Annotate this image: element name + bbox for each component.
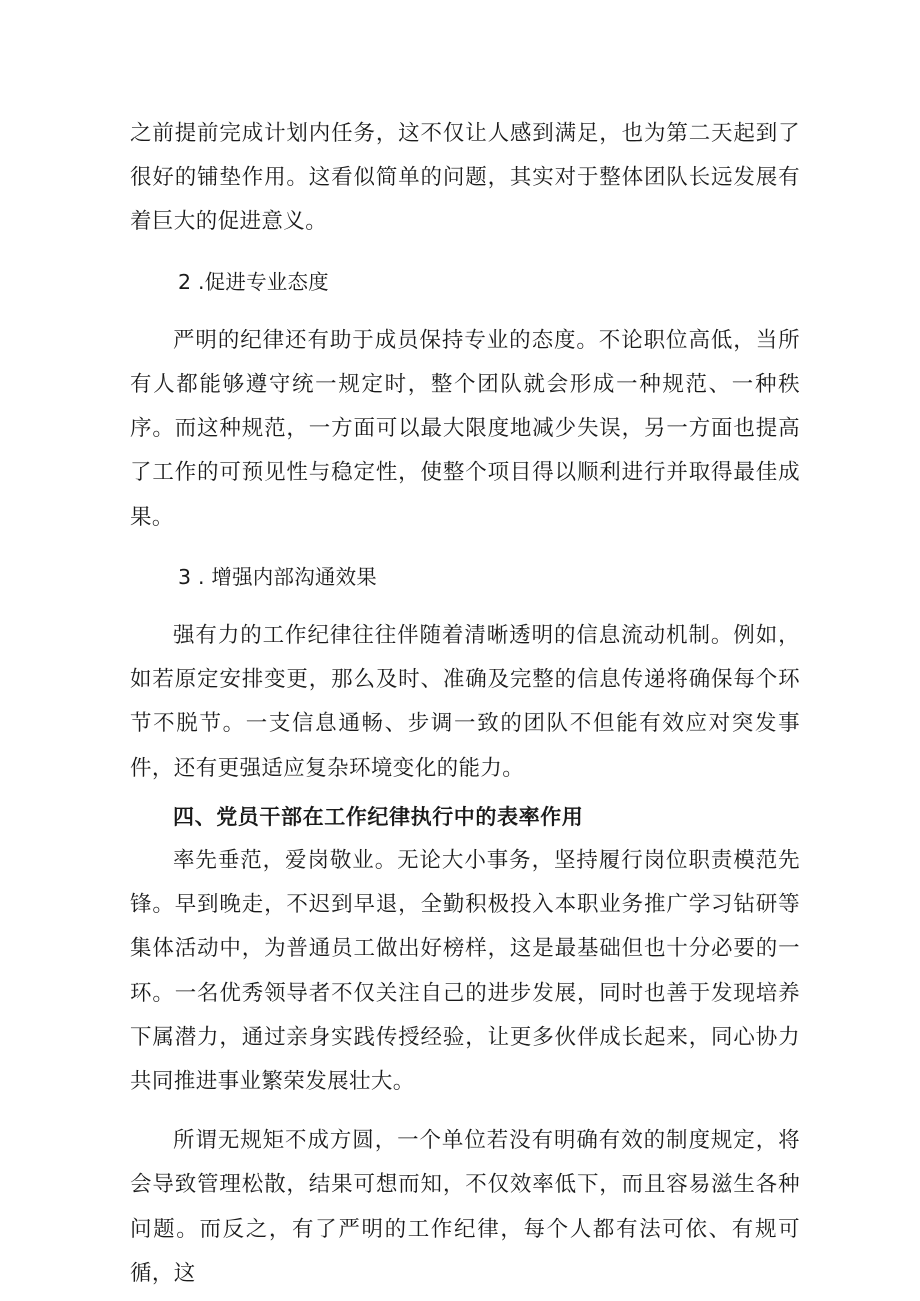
spacer <box>130 304 800 319</box>
spacer <box>130 540 800 555</box>
spacer <box>130 1104 800 1119</box>
paragraph-lead-by-example: 率先垂范，爱岗敬业。无论大小事务，坚持履行岗位职责模范先锋。早到晚走，不迟到早退，全勤积极投入本职业务推广学习钻研等集体活动中，为普通员工做出好榜样，这是最基础但也十分必要的一环。一名优秀领导者不仅关注自己的进步发展，同时也善于发现培养下属潜力，通过亲身实践传授经验，让更多伙伴成长起来，同心协力共同推进事业繁荣发展壮大。 <box>130 848 800 1095</box>
paragraph-internal-communication: 强有力的工作纪律往往伴随着清晰透明的信息流动机制。例如，如若原定安排变更，那么及时、准确及完整的信息传递将确保每个环节不脱节。一支信息通畅、步调一致的团队不但能有效应对突发事件，还有更强适应复杂环境变化的能力。 <box>130 623 800 781</box>
subheading-professional-attitude: 2 .促进专业态度 <box>178 269 329 294</box>
document-page <box>130 112 800 1296</box>
section-heading-party-members: 四、党员干部在工作纪律执行中的表率作用 <box>173 804 584 829</box>
spacer <box>130 245 800 260</box>
spacer <box>130 599 800 614</box>
paragraph-continuation: 之前提前完成计划内任务，这不仅让人感到满足，也为第二天起到了很好的铺垫作用。这看似简单的问题，其实对于整体团队长远发展有着巨大的促进意义。 <box>130 121 800 235</box>
paragraph-rules-and-discipline: 所谓无规矩不成方圆，一个单位若没有明确有效的制度规定，将会导致管理松散，结果可想而知，不仅效率低下，而且容易滋生各种问题。而反之，有了严明的工作纪律，每个人都有法可依、有规可循，这 <box>130 1128 800 1286</box>
paragraph-professional-attitude: 严明的纪律还有助于成员保持专业的态度。不论职位高低，当所有人都能够遵守统一规定时，整个团队就会形成一种规范、一种秩序。而这种规范，一方面可以最大限度地减少失误，另一方面也提高了工作的可预见性与稳定性，使整个项目得以顺利进行并取得最佳成果。 <box>130 327 800 530</box>
subheading-internal-communication: 3 . 增强内部沟通效果 <box>178 564 377 589</box>
